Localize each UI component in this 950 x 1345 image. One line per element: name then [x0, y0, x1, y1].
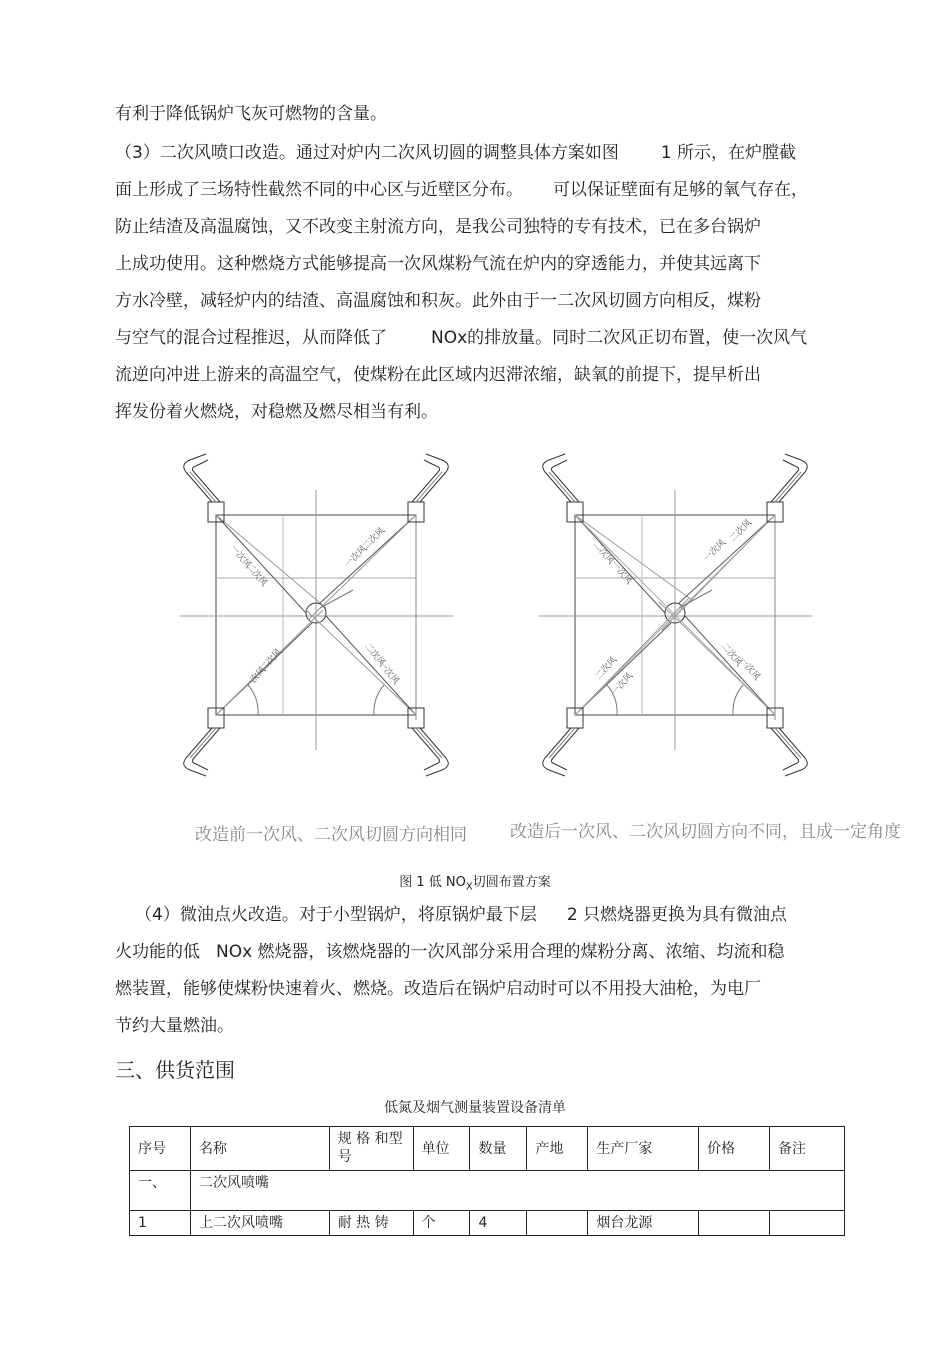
text-fragment: 2 只燃烧器更换为具有微油点	[566, 905, 788, 925]
text-fragment: NOx的排放量。同时二次风正切布置，使一次风气	[431, 328, 808, 348]
label-primary: 一次风	[343, 543, 370, 571]
label-primary: 一次风	[242, 665, 269, 693]
label-secondary: 二次风	[728, 517, 755, 545]
text-line	[115, 942, 785, 962]
text-fragment: 火功能的低	[115, 942, 200, 962]
text-line: 燃装置，能够使煤粉快速着火、燃烧。改造后在锅炉启动时可以不用投大油枪，为电厂	[115, 979, 761, 999]
label-primary: 一次风	[609, 671, 636, 699]
label-secondary: 二次风	[361, 641, 387, 669]
label-primary: 一次风	[736, 655, 762, 683]
text-fragment: 可以保证壁面有足够的氧气存在，	[553, 180, 808, 200]
equipment-table	[129, 1126, 845, 1236]
text-line: 节约大量燃油。	[115, 1016, 234, 1036]
text-line: 防止结渣及高温腐蚀，又不改变主射流方向，是我公司独特的专有技术，已在多台锅炉	[115, 217, 761, 237]
table-cell: 1	[130, 1211, 191, 1236]
table-header-cell: 生产厂家	[588, 1127, 699, 1171]
table-group-row	[130, 1171, 845, 1211]
diagram-after	[527, 450, 827, 790]
table-header-row	[130, 1127, 845, 1171]
table-header-cell: 备注	[770, 1127, 845, 1171]
label-secondary: 二次风	[590, 539, 616, 567]
table-cell: 二次风喷嘴	[190, 1171, 844, 1211]
text-line	[115, 180, 808, 200]
table-header-cell: 规 格 和型号	[329, 1127, 413, 1171]
label-primary: 一次风	[227, 543, 253, 571]
table-row	[130, 1211, 845, 1236]
text-line	[135, 905, 787, 925]
label-secondary: 二次风	[243, 561, 269, 589]
text-fragment: 面上形成了三场特性截然不同的中心区与近壁区分布。	[115, 180, 523, 200]
table-header-cell: 数量	[470, 1127, 527, 1171]
text-fragment: （3）二次风喷口改造。通过对炉内二次风切圆的调整具体方案如图	[115, 143, 619, 163]
table-cell	[699, 1211, 770, 1236]
diagram-before	[168, 450, 468, 790]
text-line: 挥发份着火燃烧，对稳燃及燃尽相当有利。	[115, 402, 438, 422]
text-line: 有利于降低锅炉飞灰可燃物的含量。	[115, 104, 387, 124]
label-primary: 一次风	[375, 659, 401, 687]
label-secondary: 二次风	[718, 641, 744, 669]
table-cell	[770, 1211, 845, 1236]
label-primary: 一次风	[702, 537, 729, 565]
text-fragment: （4）微油点火改造。对于小型锅炉，将原锅炉最下层	[135, 905, 537, 925]
section-heading: 三、供货范围	[115, 1058, 235, 1082]
label-secondary: 二次风	[258, 647, 285, 675]
table-cell: 个	[413, 1211, 470, 1236]
table-cell: 上二次风喷嘴	[190, 1211, 329, 1236]
figure-caption: 图 1 低 $NO_X$切圆布置方案	[399, 875, 551, 893]
text-line: 方水冷壁，减轻炉内的结渣、高温腐蚀和积灰。此外由于一二次风切圆方向相反，煤粉	[115, 291, 761, 311]
table-header-cell: 价格	[699, 1127, 770, 1171]
table-header-cell: 序号	[130, 1127, 191, 1171]
table-title: 低氮及烟气测量装置设备清单	[384, 1100, 566, 1116]
table-header-cell: 名称	[190, 1127, 329, 1171]
table-header-cell: 单位	[413, 1127, 470, 1171]
figure-left-caption: 改造前一次风、二次风切圆方向相同	[195, 825, 467, 845]
label-primary: 一次风	[608, 559, 634, 587]
text-fragment: 与空气的混合过程推迟，从而降低了	[115, 328, 387, 348]
text-fragment: 1 所示，在炉膛截	[660, 143, 797, 163]
table-cell	[527, 1211, 588, 1236]
text-line	[115, 328, 807, 348]
text-line: 流逆向冲进上游来的高温空气，使煤粉在此区域内迟滞浓缩，缺氧的前提下，提早析出	[115, 365, 761, 385]
label-secondary: 二次风	[593, 655, 620, 683]
label-secondary: 二次风	[361, 525, 388, 553]
text-line	[115, 143, 796, 163]
table-header-cell: 产地	[527, 1127, 588, 1171]
text-line: 上成功使用。这种燃烧方式能够提高一次风煤粉气流在炉内的穿透能力，并使其远离下	[115, 254, 761, 274]
table-cell: 烟台龙源	[588, 1211, 699, 1236]
table-cell: 耐 热 铸	[329, 1211, 413, 1236]
table-cell: 4	[470, 1211, 527, 1236]
figure-right-caption: 改造后一次风、二次风切圆方向不同，且成一定角度	[510, 822, 901, 842]
table-cell: 一、	[130, 1171, 191, 1211]
text-fragment: NOx 燃烧器，该燃烧器的一次风部分采用合理的煤粉分离、浓缩、均流和稳	[216, 942, 785, 962]
